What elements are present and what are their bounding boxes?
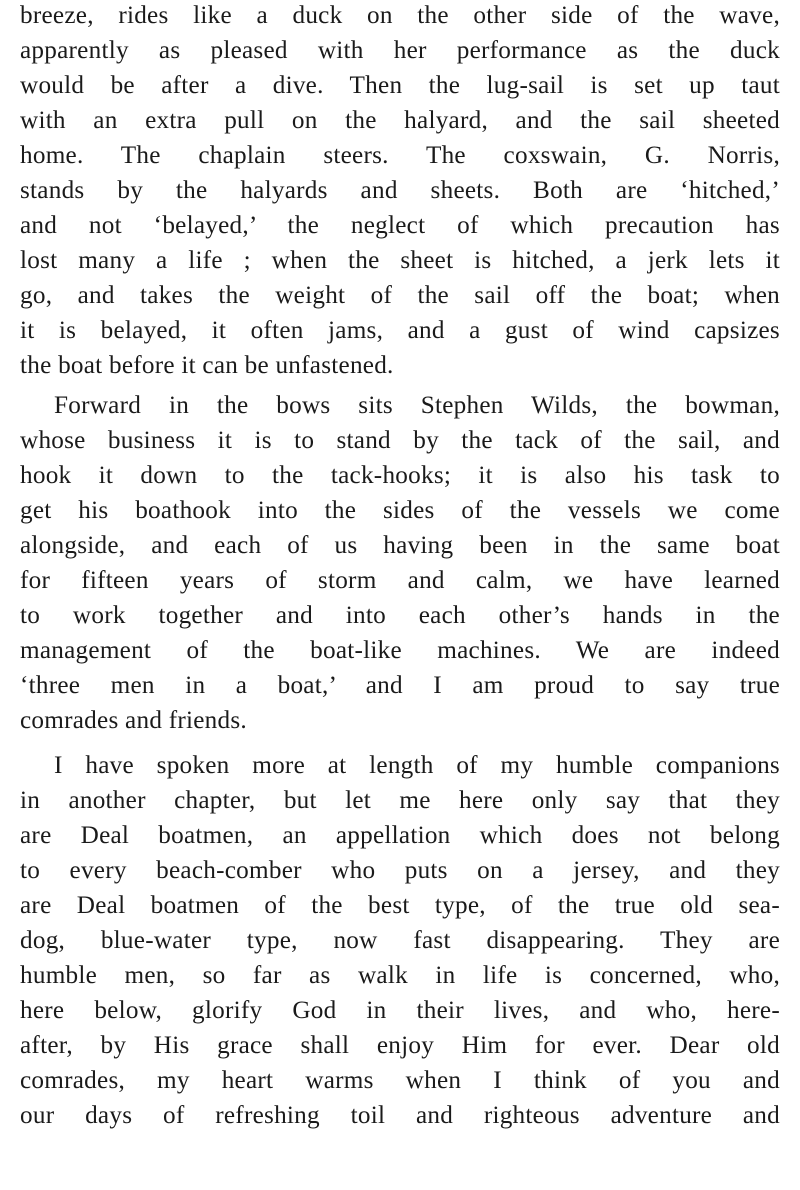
paragraph-first-line: Forward in the bows sits Stephen Wilds, the bowman, <box>54 392 780 419</box>
text-line: to work together and into each other’s hands in the <box>20 602 780 629</box>
text-line: breeze, rides like a duck on the other side of the wave, <box>20 2 780 29</box>
text-line: after, by His grace shall enjoy Him for ever. Dear old <box>20 1032 780 1059</box>
text-line: here below, glorify God in their lives, and who, here- <box>20 997 780 1024</box>
text-line: dog, blue-water type, now fast disappearing. They are <box>20 927 780 954</box>
text-line: whose business it is to stand by the tack of the sail, and <box>20 427 780 454</box>
text-line: ‘three men in a boat,’ and I am proud to say true <box>20 672 780 699</box>
text-line: apparently as pleased with her performance as the duck <box>20 37 780 64</box>
text-line: with an extra pull on the halyard, and the sail sheeted <box>20 107 780 134</box>
text-line: for fifteen years of storm and calm, we have learned <box>20 567 780 594</box>
text-line: humble men, so far as walk in life is concerned, who, <box>20 962 780 989</box>
text-line: the boat before it can be unfastened. <box>20 352 394 379</box>
text-line: lost many a life ; when the sheet is hitched, a jerk lets it <box>20 247 780 274</box>
text-line: stands by the halyards and sheets. Both are ‘hitched,’ <box>20 177 780 204</box>
text-line: get his boathook into the sides of the vessels we come <box>20 497 780 524</box>
text-line: comrades and friends. <box>20 707 247 734</box>
text-line: hook it down to the tack-hooks; it is also his task to <box>20 462 780 489</box>
text-line: go, and takes the weight of the sail off the boat; when <box>20 282 780 309</box>
text-line: home. The chaplain steers. The coxswain, G. Norris, <box>20 142 780 169</box>
paragraph-first-line: I have spoken more at length of my humble companions <box>54 752 780 779</box>
text-line: would be after a dive. Then the lug-sail is set up taut <box>20 72 780 99</box>
text-line: management of the boat-like machines. We are indeed <box>20 637 780 664</box>
text-line: alongside, and each of us having been in the same boat <box>20 532 780 559</box>
text-line: are Deal boatmen, an appellation which does not belong <box>20 822 780 849</box>
text-line: it is belayed, it often jams, and a gust of wind capsizes <box>20 317 780 344</box>
text-line: comrades, my heart warms when I think of you and <box>20 1067 780 1094</box>
text-line: to every beach-comber who puts on a jersey, and they <box>20 857 780 884</box>
text-line: our days of refreshing toil and righteous adventure and <box>20 1102 780 1129</box>
text-line: in another chapter, but let me here only say that they <box>20 787 780 814</box>
text-line: are Deal boatmen of the best type, of the true old sea- <box>20 892 780 919</box>
text-line: and not ‘belayed,’ the neglect of which precaution has <box>20 212 780 239</box>
